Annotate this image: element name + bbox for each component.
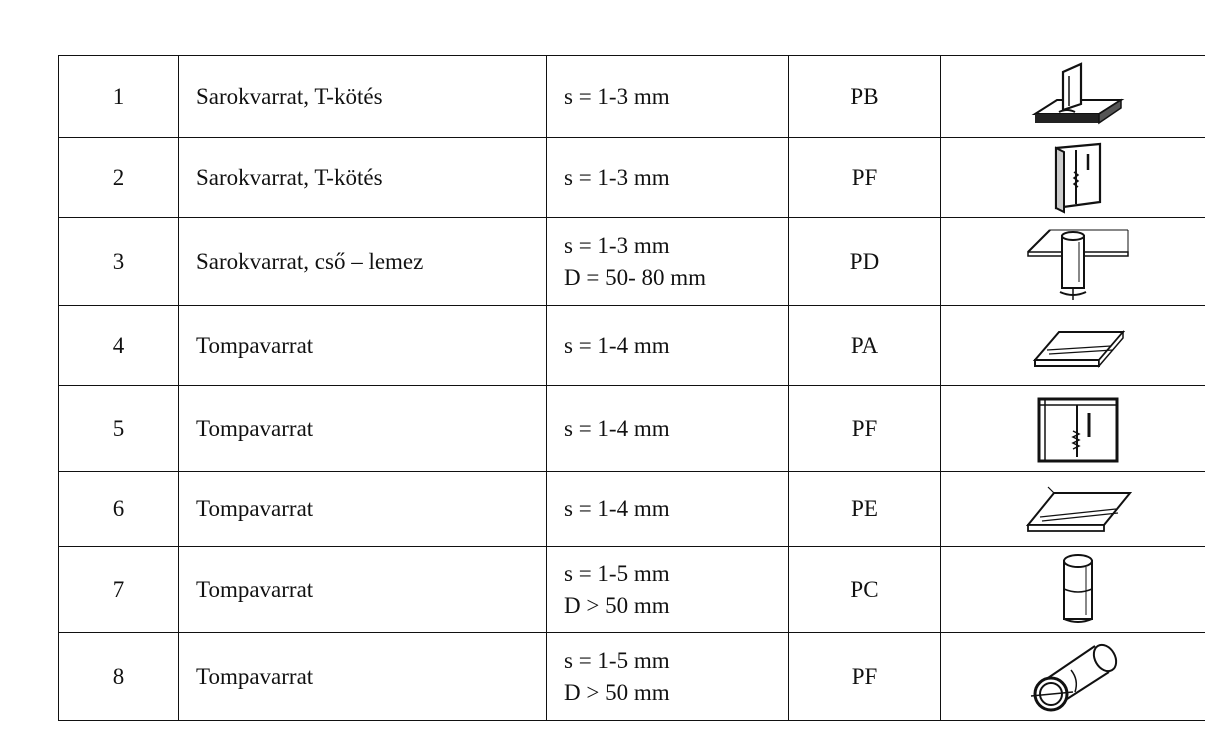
butt-joint-overhead-icon xyxy=(1024,479,1134,539)
row-number: 5 xyxy=(59,386,179,472)
table-row xyxy=(59,386,1205,472)
pipe-to-plate-icon xyxy=(1024,222,1134,302)
dimension-line: D = 50- 80 mm xyxy=(564,264,707,290)
table-row xyxy=(59,218,1205,306)
t-joint-flat-icon xyxy=(1029,62,1129,132)
pipe-horizontal-icon xyxy=(1029,636,1129,718)
weld-type: Tompavarrat xyxy=(179,633,547,721)
dimension-line: s = 1-3 mm xyxy=(564,83,670,109)
table-row xyxy=(59,472,1205,547)
weld-position: PF xyxy=(789,386,941,472)
weld-position: PF xyxy=(789,138,941,218)
row-number: 7 xyxy=(59,547,179,633)
dimensions xyxy=(547,386,789,472)
row-number: 3 xyxy=(59,218,179,306)
weld-type: Sarokvarrat, T-kötés xyxy=(179,56,547,138)
weld-type: Tompavarrat xyxy=(179,472,547,547)
row-number: 4 xyxy=(59,306,179,386)
weld-position: PB xyxy=(789,56,941,138)
dimension-line: s = 1-4 mm xyxy=(564,332,670,358)
dimension-line: s = 1-4 mm xyxy=(564,496,670,521)
weld-position: PD xyxy=(789,218,941,306)
dimension-line: D > 50 mm xyxy=(564,592,670,618)
welding-positions-table xyxy=(58,55,1205,721)
t-joint-vertical-icon xyxy=(1044,142,1114,214)
dimensions xyxy=(547,472,789,547)
dimension-line: s = 1-5 mm xyxy=(564,647,670,673)
dimensions xyxy=(547,633,789,721)
weld-type: Tompavarrat xyxy=(179,547,547,633)
dimensions xyxy=(547,218,789,306)
table-row xyxy=(59,138,1205,218)
dimension-line: D > 50 mm xyxy=(564,679,670,705)
weld-type: Sarokvarrat, cső – lemez xyxy=(179,218,547,306)
row-number: 2 xyxy=(59,138,179,218)
table-row xyxy=(59,56,1205,138)
weld-type: Tompavarrat xyxy=(179,306,547,386)
row-number: 6 xyxy=(59,472,179,547)
pipe-vertical-icon xyxy=(1054,551,1104,629)
dimensions xyxy=(547,547,789,633)
dimensions xyxy=(547,138,789,218)
dimension-line: s = 1-4 mm xyxy=(564,415,670,441)
table-row xyxy=(59,547,1205,633)
weld-type: Sarokvarrat, T-kötés xyxy=(179,138,547,218)
table-row xyxy=(59,306,1205,386)
weld-position: PE xyxy=(789,472,941,547)
dimension-line: s = 1-3 mm xyxy=(564,164,670,190)
dimension-line: s = 1-3 mm xyxy=(564,232,670,258)
dimensions xyxy=(547,56,789,138)
weld-type: Tompavarrat xyxy=(179,386,547,472)
butt-joint-vertical-icon xyxy=(1031,391,1127,467)
butt-joint-flat-icon xyxy=(1029,316,1129,376)
dimensions xyxy=(547,306,789,386)
row-number: 1 xyxy=(59,56,179,138)
dimension-line: s = 1-5 mm xyxy=(564,560,670,586)
weld-position: PF xyxy=(789,633,941,721)
weld-position: PA xyxy=(789,306,941,386)
table-row xyxy=(59,633,1205,721)
weld-position: PC xyxy=(789,547,941,633)
row-number: 8 xyxy=(59,633,179,721)
